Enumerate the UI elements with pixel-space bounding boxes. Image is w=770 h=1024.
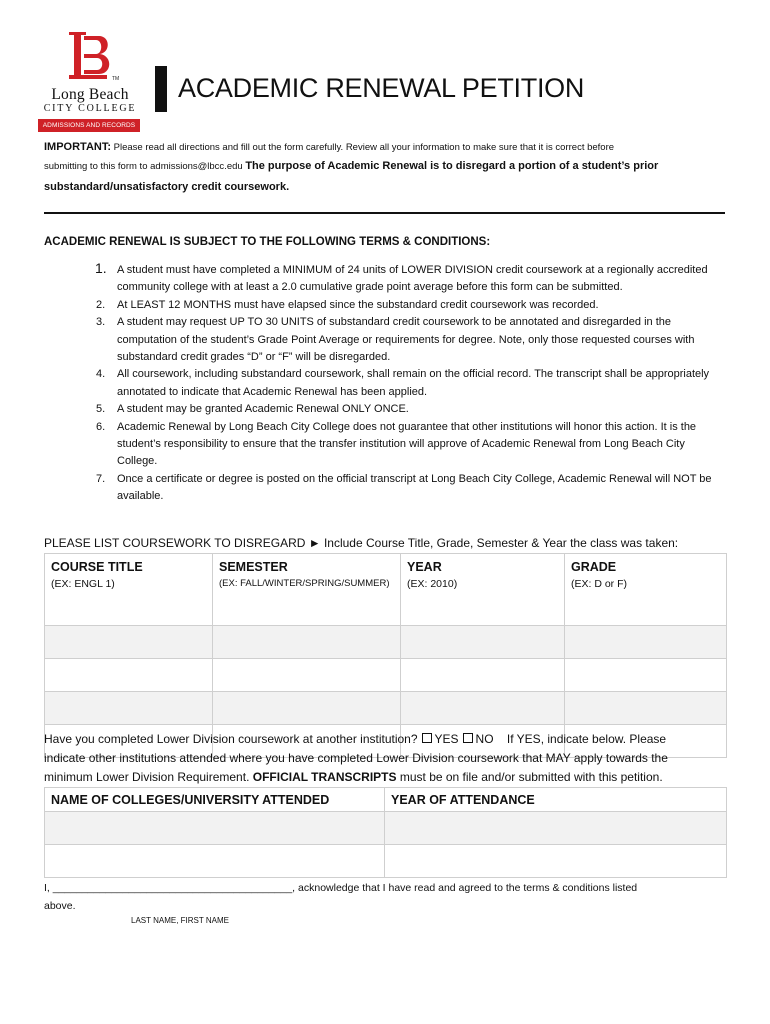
table-row <box>45 659 727 692</box>
intro-line-1 <box>44 141 614 153</box>
no-checkbox[interactable] <box>463 733 473 743</box>
intro-purpose-text: The purpose of Academic Renewal is to disregard a portion of a student’s prior <box>245 160 659 172</box>
course-title-field[interactable] <box>45 626 213 659</box>
year-field[interactable] <box>401 659 565 692</box>
lbcc-logo-mark <box>66 30 116 84</box>
colleges-table <box>44 787 727 878</box>
acknowledgement-line-1[interactable]: I, _________________________________________, acknowledge that I have read and agreed to the terms & conditions listed <box>44 882 638 894</box>
term-item: 6. Academic Renewal by Long Beach City College does not guarantee that other institutions will honor this action. It is the student’s responsibility to ensure that the transfer institution will approve of Academic Renewal from Long Beach City College. <box>96 420 697 468</box>
title-accent-bar <box>155 66 167 112</box>
year-of-attendance-header: YEAR OF ATTENDANCE <box>385 788 727 812</box>
other-institution-question: Have you completed Lower Division coursework at another institution? YES NO If YES, indicate below. Please <box>44 732 667 746</box>
page-title: ACADEMIC RENEWAL PETITION <box>178 73 585 103</box>
term-item: 3. A student may request UP TO 30 UNITS of substandard credit coursework to be annotated and disregarded in the computation of the student’s Grade Point Average or requirements for degree. Note, only those requested courses with substandard credit grades “D” or “F” will be disregarded. <box>96 316 695 364</box>
year-of-attendance-field[interactable] <box>385 845 727 878</box>
table-header-row <box>45 788 727 812</box>
year-of-attendance-field[interactable] <box>385 812 727 845</box>
college-name-field[interactable] <box>45 812 385 845</box>
table-row <box>45 845 727 878</box>
grade-field[interactable] <box>565 626 727 659</box>
name-field-label: LAST NAME, FIRST NAME <box>131 916 229 925</box>
college-name-header: NAME OF COLLEGES/UNIVERSITY ATTENDED <box>45 788 385 812</box>
year-field[interactable] <box>401 692 565 725</box>
term-item: 5. A student may be granted Academic Renewal ONLY ONCE. <box>96 403 409 416</box>
section-divider <box>44 212 725 214</box>
other-institution-line-3: minimum Lower Division Requirement. OFFICIAL TRANSCRIPTS must be on file and/or submitted with this petition. <box>44 770 663 784</box>
term-item: 7. Once a certificate or degree is posted on the official transcript at Long Beach City College, Academic Renewal will NOT be available. <box>96 472 712 503</box>
terms-list <box>72 262 728 506</box>
yes-label: YES <box>434 732 459 746</box>
table-row <box>45 692 727 725</box>
table-row <box>45 626 727 659</box>
course-title-header: COURSE TITLE (EX: ENGL 1) <box>45 554 213 626</box>
grade-field[interactable] <box>565 692 727 725</box>
intro-line-2-text: submitting to this form to admissions@lbcc.edu <box>44 161 246 172</box>
logo-name-line2: CITY COLLEGE <box>43 103 137 114</box>
semester-field[interactable] <box>213 626 401 659</box>
term-item: 2. At LEAST 12 MONTHS must have elapsed since the substandard credit coursework was recorded. <box>96 298 599 311</box>
logo-trademark: TM <box>112 76 120 82</box>
college-name-field[interactable] <box>45 845 385 878</box>
grade-header: GRADE (EX: D or F) <box>565 554 727 626</box>
course-title-field[interactable] <box>45 692 213 725</box>
logo-banner: ADMISSIONS AND RECORDS <box>38 119 140 132</box>
no-label: NO <box>475 732 494 746</box>
acknowledgement-line-2: above. <box>44 900 76 912</box>
semester-field[interactable] <box>213 659 401 692</box>
table-header-row <box>45 554 727 626</box>
term-item: 4. All coursework, including substandard coursework, shall remain on the official record. The transcript shall be appropriately annotated to indicate that Academic Renewal has been applied. <box>96 368 710 398</box>
intro-line-2 <box>44 160 658 172</box>
important-label: IMPORTANT: <box>44 141 112 153</box>
logo-name-line1: Long Beach <box>51 86 129 103</box>
term-item: 1. A student must have completed a MINIMUM of 24 units of LOWER DIVISION credit coursework at a regionally accredited community college with at least a 2.0 cumulative grade point average before this form can be submitted. <box>95 260 708 294</box>
coursework-prompt: PLEASE LIST COURSEWORK TO DISREGARD ► Include Course Title, Grade, Semester & Year the class was taken: <box>44 536 679 550</box>
semester-header: SEMESTER (EX: FALL/WINTER/SPRING/SUMMER) <box>213 554 401 626</box>
coursework-table <box>44 553 727 758</box>
official-transcripts-text: OFFICIAL TRANSCRIPTS <box>252 770 397 784</box>
intro-line-3: substandard/unsatisfactory credit coursework. <box>44 181 290 193</box>
yes-checkbox[interactable] <box>422 733 432 743</box>
other-institution-line-2: indicate other institutions attended where you have completed Lower Division coursework that MAY apply towards the <box>44 751 668 765</box>
semester-field[interactable] <box>213 692 401 725</box>
table-row <box>45 812 727 845</box>
intro-line-1-text: Please read all directions and fill out the form carefully. Review all your information to make sure that it is correct before <box>111 142 615 153</box>
year-header: YEAR (EX: 2010) <box>401 554 565 626</box>
year-field[interactable] <box>401 626 565 659</box>
course-title-field[interactable] <box>45 659 213 692</box>
terms-heading: ACADEMIC RENEWAL IS SUBJECT TO THE FOLLOWING TERMS & CONDITIONS: <box>44 236 491 248</box>
grade-field[interactable] <box>565 659 727 692</box>
